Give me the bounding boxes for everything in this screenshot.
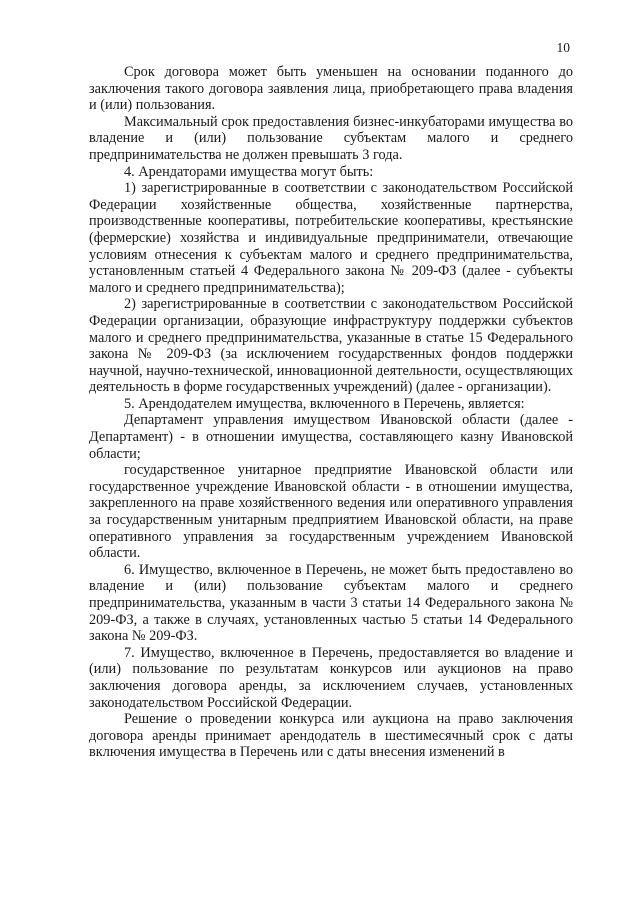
paragraph-section-7: 7. Имущество, включенное в Перечень, предоставляется во владение и (или) пользование по результатам конкурсов или аукционов на право заключения договора аренды, за исключением случаев, установленных законодательством Российской Федерации. xyxy=(89,644,573,711)
paragraph-lease-term-reduction: Срок договора может быть уменьшен на основании поданного до заключения такого договора заявления лица, приобретающего права владения и (или) пользования. xyxy=(89,64,573,114)
paragraph-department-lessor: Департамент управления имуществом Ивановской области (далее - Департамент) - в отношении имущества, составляющего казну Ивановской области; xyxy=(89,412,573,462)
paragraph-auction-decision: Решение о проведении конкурса или аукциона на право заключения договора аренды принимает арендодатель в шестимесячный срок с даты включения имущества в Перечень или с даты внесения изменений в xyxy=(89,711,573,761)
paragraph-section-6: 6. Имущество, включенное в Перечень, не может быть предоставлено во владение и (или) пользование субъектам малого и среднего предпринимательства, указанным в части 3 статьи 14 Федерального закона № 209-ФЗ, а также в случаях, установленных частью 5 статьи 14 Федерального закона № 209-ФЗ. xyxy=(89,561,573,645)
paragraph-state-enterprise-lessor: государственное унитарное предприятие Ивановской области или государственное учреждение Ивановской области - в отношении имущества, закрепленного на праве хозяйственного ведения или оперативного управления за государственным унитарным предприятием Ивановской области, на праве оперативного управления за государственным учреждением Ивановской области. xyxy=(89,462,573,562)
paragraph-max-incubator-term: Максимальный срок предоставления бизнес-инкубаторами имущества во владение и (или) пользование субъектам малого и среднего предпринимательства не должен превышать 3 года. xyxy=(89,113,573,163)
paragraph-section-4-heading: 4. Арендаторами имущества могут быть: xyxy=(124,163,374,180)
document-body xyxy=(89,64,573,761)
paragraph-item-2-infrastructure-orgs: 2) зарегистрированные в соответствии с законодательством Российской Федерации организации, образующие инфраструктуру поддержки субъектов малого и среднего предпринимательства, указанные в статье 15 Федерального закона № 209-ФЗ (за исключением государственных фондов поддержки научной, научно-технической, инновационной деятельности, осуществляющих деятельность в форме государственных учреждений) (далее - организации). xyxy=(89,296,573,396)
paragraph-section-5-heading: 5. Арендодателем имущества, включенного в Перечень, является: xyxy=(124,395,525,412)
paragraph-item-1-registered-entities: 1) зарегистрированные в соответствии с законодательством Российской Федерации хозяйственные общества, хозяйственные партнерства, производственные кооперативы, потребительские кооперативы, крестьянские (фермерские) хозяйства и индивидуальные предприниматели, отвечающие условиям отнесения к субъектам малого и среднего предпринимательства, установленным статьей 4 Федерального закона № 209-ФЗ (далее - субъекты малого и среднего предпринимательства); xyxy=(89,180,573,296)
page-number: 10 xyxy=(556,40,570,55)
